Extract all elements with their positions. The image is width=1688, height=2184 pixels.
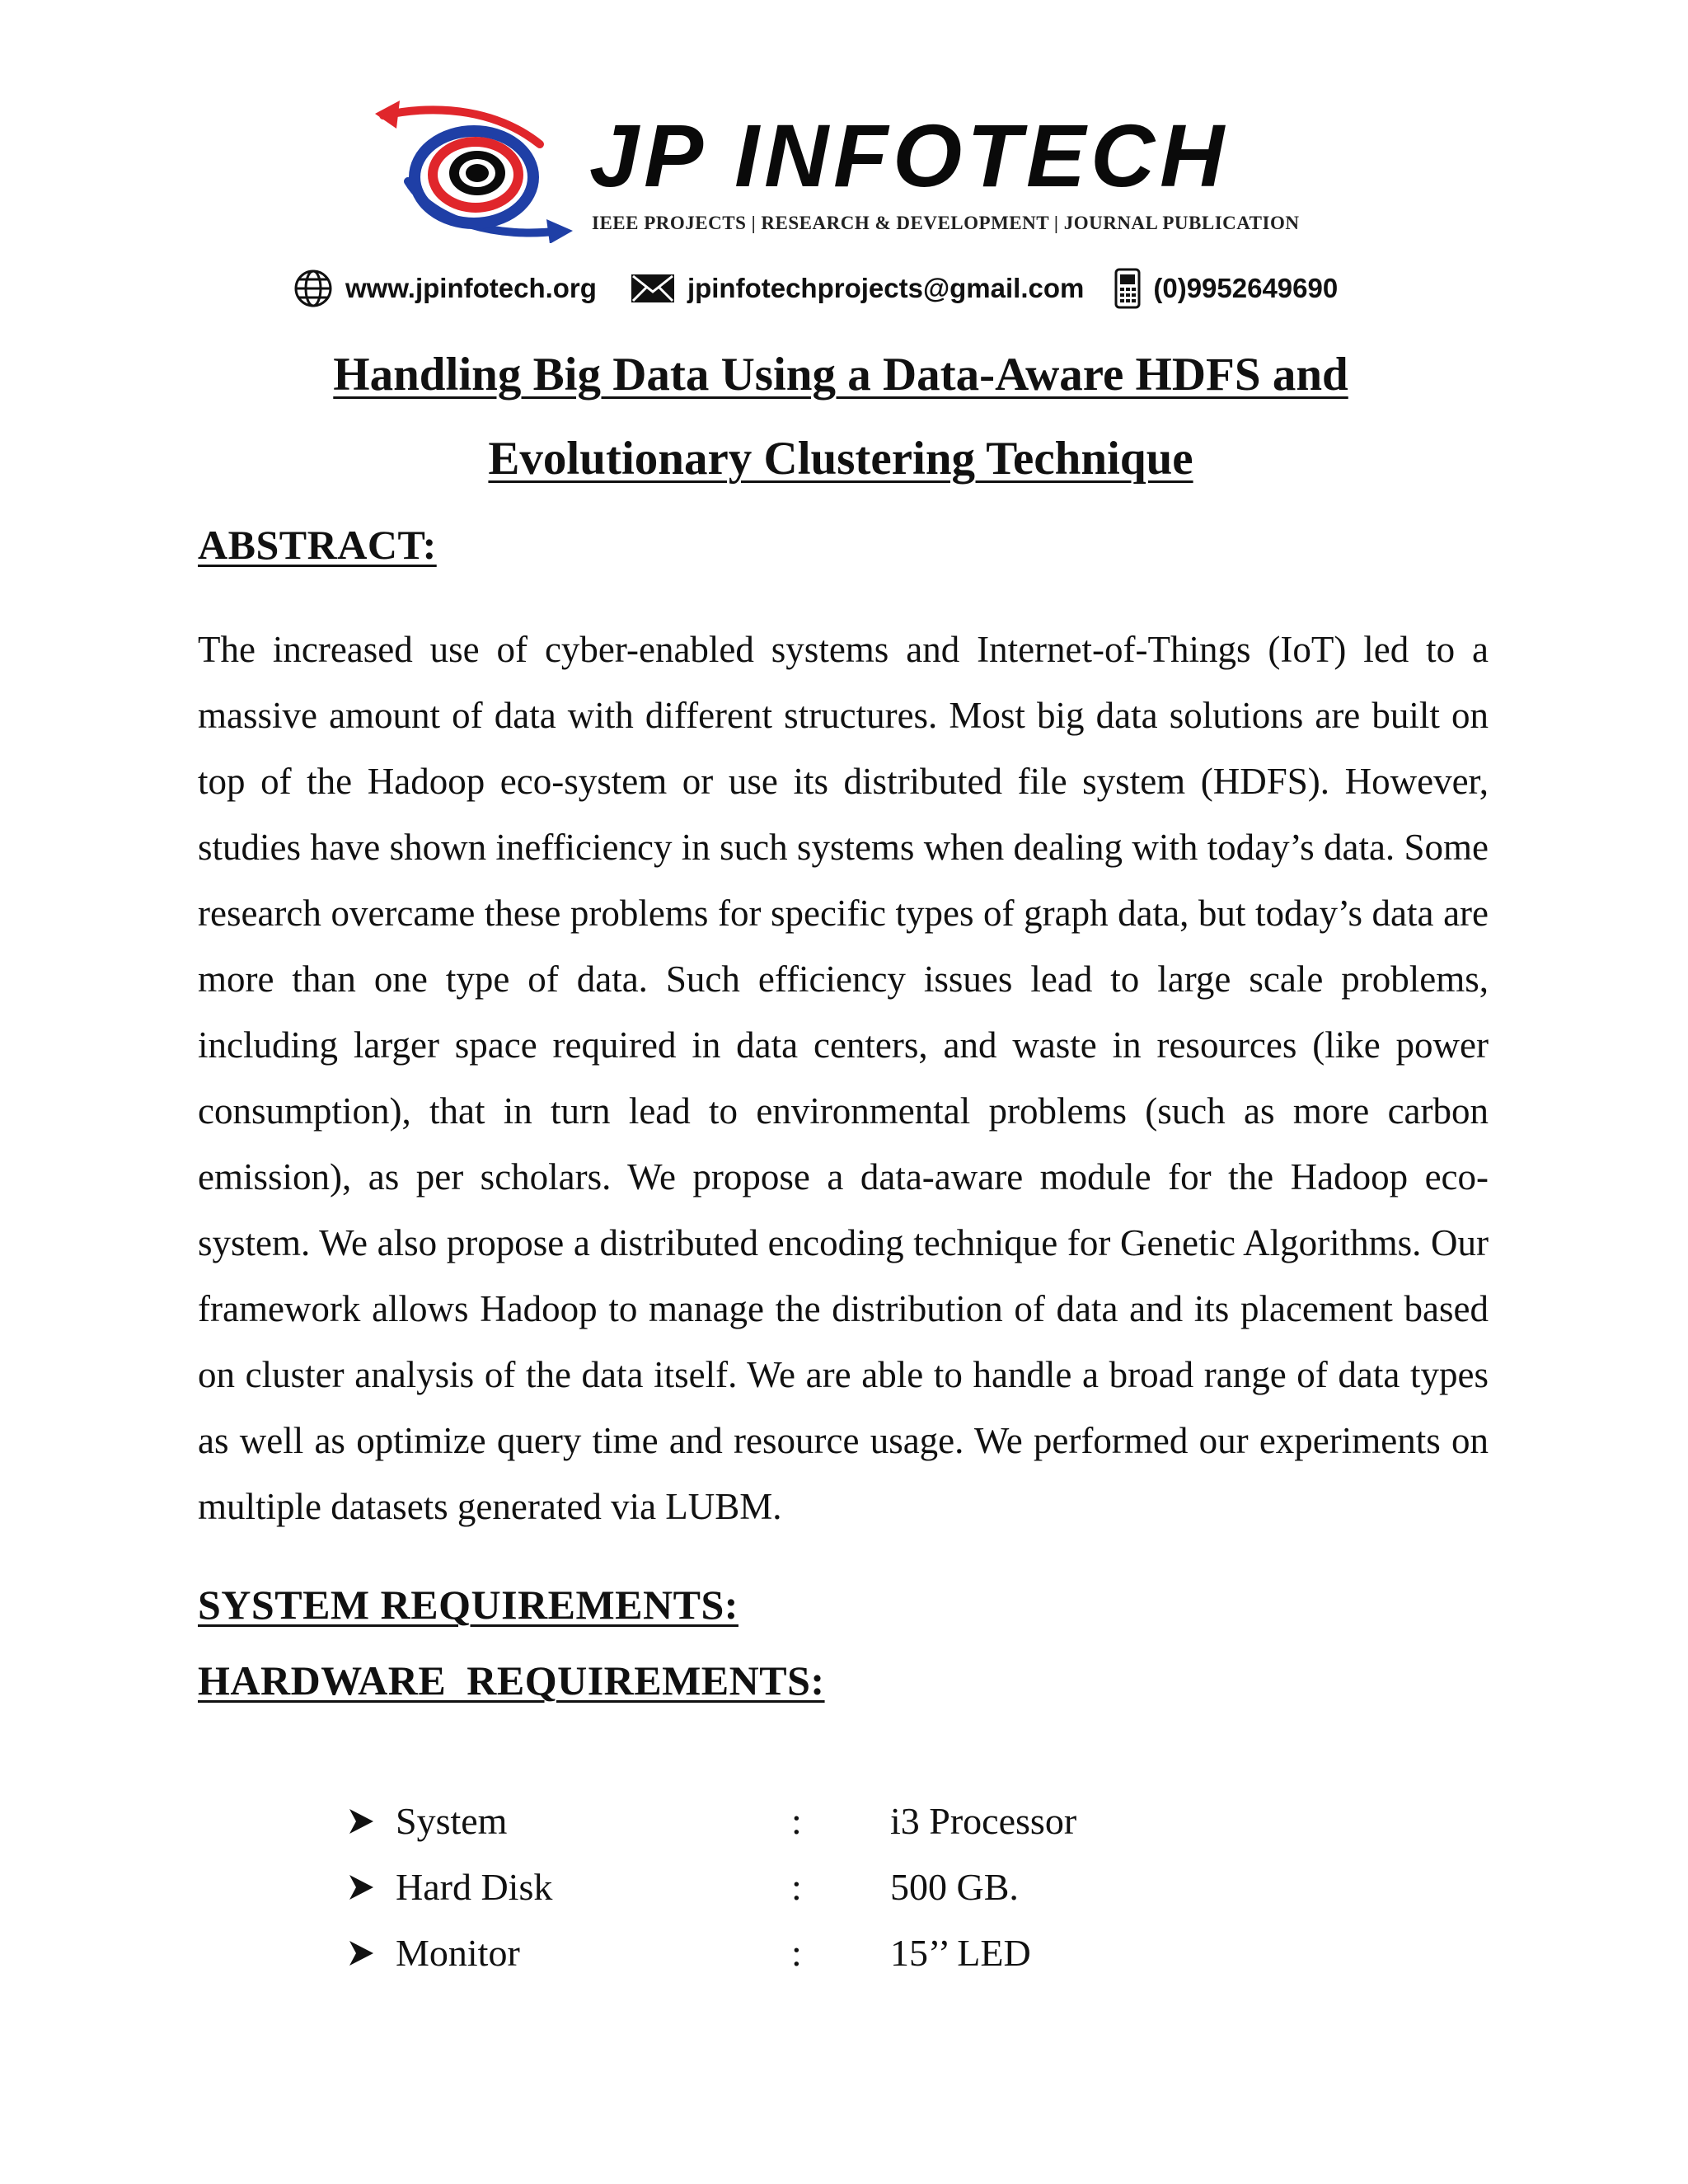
requirement-value: 500 GB. [890, 1866, 1019, 1908]
arrowhead-bullet-icon [346, 1807, 376, 1836]
phone-text: (0)9952649690 [1153, 273, 1339, 303]
contact-phone[interactable] [1114, 268, 1338, 309]
requirement-separator: : [791, 1932, 802, 1974]
contact-email[interactable] [630, 272, 1084, 305]
abstract-heading: ABSTRACT: [198, 522, 437, 568]
requirement-label: System [396, 1800, 508, 1842]
arrowhead-bullet-icon [346, 1872, 376, 1902]
website-text: www.jpinfotech.org [345, 273, 597, 303]
brand-tagline: IEEE PROJECTS | RESEARCH & DEVELOPMENT | JOURNAL PUBLICATION [592, 213, 1300, 233]
arrowhead-bullet-icon [346, 1938, 376, 1968]
hardware-requirements-heading: HARDWARE REQUIREMENTS: [198, 1657, 825, 1704]
requirement-separator: : [791, 1800, 802, 1842]
abstract-text: The increased use of cyber-enabled systems and Internet-of-Things (IoT) led to a massive amount of data with different structures. Most big data solutions are built on top of the Hadoop eco-system or use its distributed file system (HDFS). However, studies have shown inefficiency in such systems when dealing with today’s data. Some research overcame these problems for specific types of graph data, but today’s data are more than one type of data. Such efficiency issues lead to large scale problems, including larger space required in data centers, and waste in resources (like power consumption), that in turn lead to environmental problems (such as more carbon emission), as per scholars. We propose a data-aware module for the Hadoop eco-system. We also propose a distributed encoding technique for Genetic Algorithms. Our framework allows Hadoop to manage the distribution of data and its placement based on cluster analysis of the data itself. We are able to handle a broad range of data types as well as optimize query time and resource usage. We performed our experiments on multiple datasets generated via LUBM. [198, 629, 1489, 1527]
envelope-icon [630, 272, 676, 305]
brand-name: JP INFOTECH [589, 105, 1230, 205]
requirement-label: Hard Disk [396, 1866, 553, 1908]
list-item [346, 1920, 1418, 1986]
requirement-separator: : [791, 1866, 802, 1908]
mobile-phone-icon [1114, 268, 1142, 309]
document-title-line-2: Evolutionary Clustering Technique [488, 433, 1193, 485]
document-title-line-1: Handling Big Data Using a Data-Aware HDFS and [333, 349, 1348, 401]
requirement-label: Monitor [396, 1932, 520, 1974]
requirement-value: i3 Processor [890, 1800, 1077, 1842]
list-item [346, 1788, 1418, 1854]
email-text: jpinfotechprojects@gmail.com [687, 273, 1085, 303]
hardware-requirements-list [346, 1788, 1418, 1986]
requirement-value: 15’’ LED [890, 1932, 1031, 1974]
contact-row [293, 268, 1338, 309]
system-requirements-heading: SYSTEM REQUIREMENTS: [198, 1582, 738, 1628]
globe-icon [293, 268, 334, 309]
list-item [346, 1854, 1418, 1920]
contact-website[interactable] [293, 268, 597, 309]
target-swirl-logo-icon [375, 99, 573, 243]
